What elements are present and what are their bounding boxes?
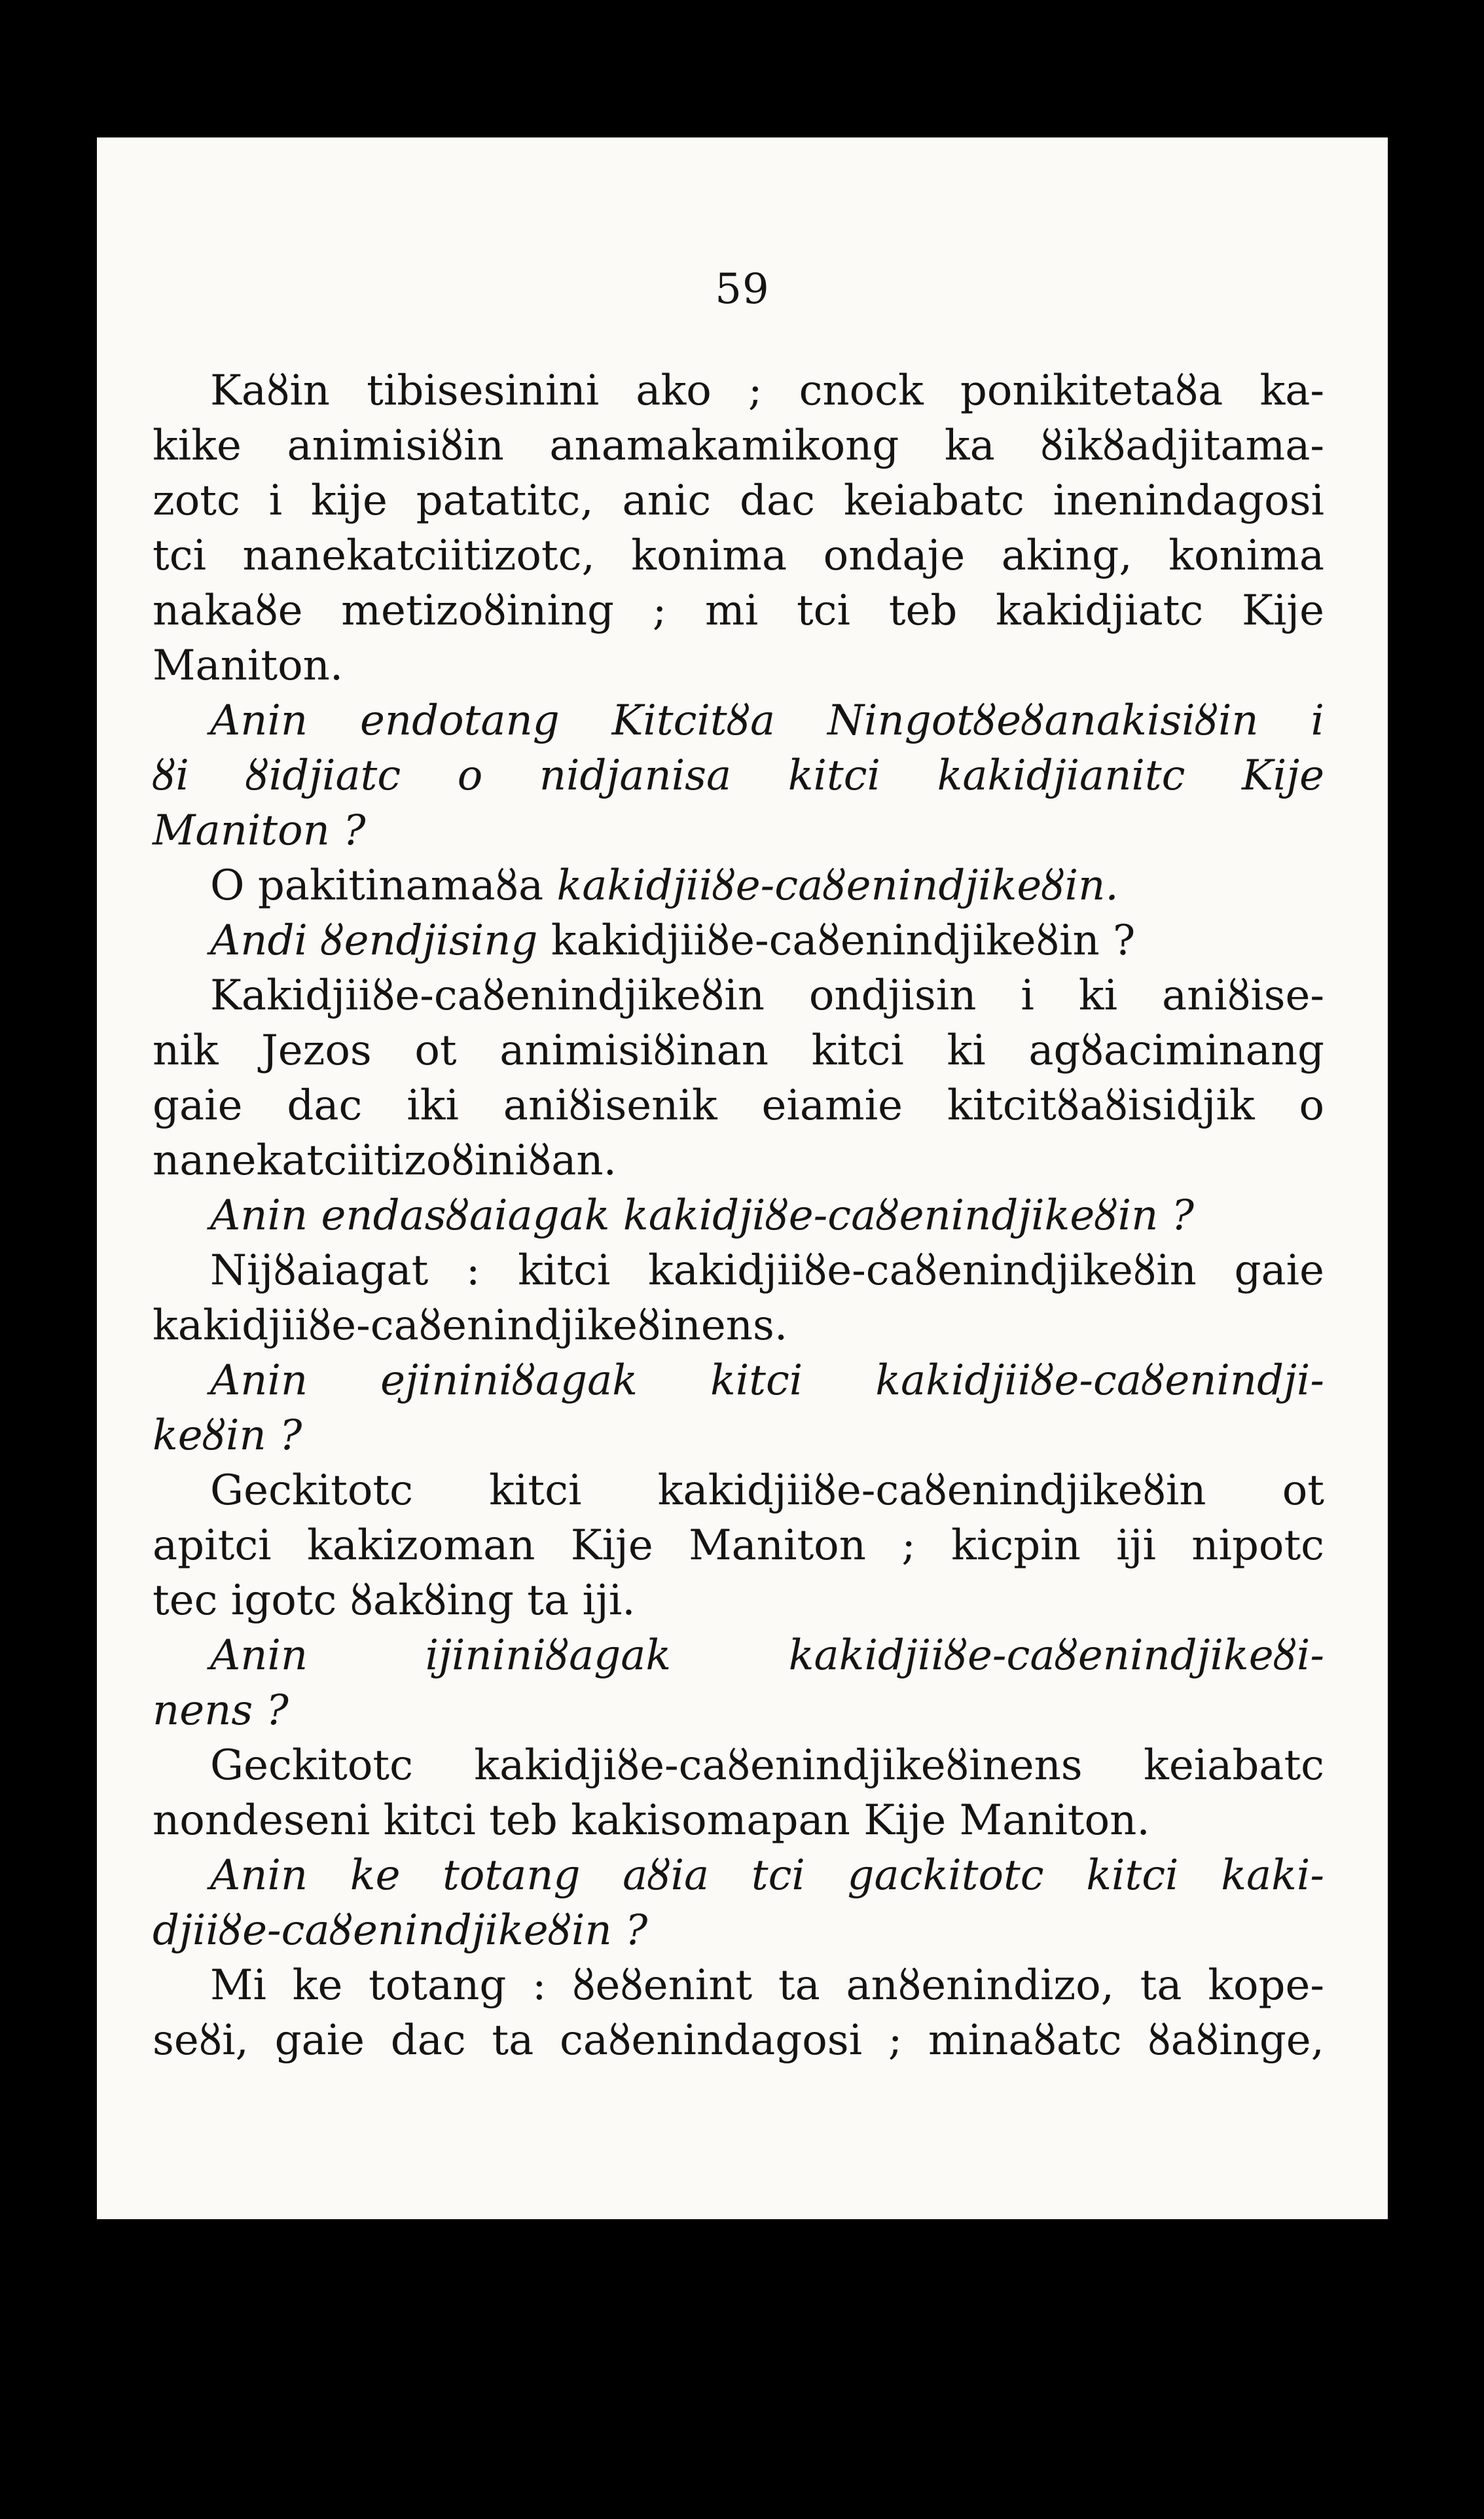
answer-line [153, 858, 1324, 913]
question-line: Anin endotang Kitcitȣa Ningotȣeȣanakisiȣin i [210, 697, 1324, 745]
question-italic-text: Andi ȣendjising [210, 916, 538, 965]
text-line: gaie dac iki aniȣisenik eiamie kitcitȣaȣisidjik o [153, 1081, 1324, 1130]
question-line: Anin ejininiȣagak kitci kakidjiiȣe-caȣenindji- [210, 1356, 1324, 1405]
question-line [153, 913, 1324, 968]
body-text [153, 363, 1324, 2068]
text-line: nanekatciitizoȣiniȣan. [153, 1136, 617, 1185]
question-line: nens ? [153, 1686, 289, 1735]
text-line: Geckitotc kitci kakidjiiȣe-caȣenindjikeȣin ot [210, 1466, 1324, 1515]
answer-italic-text: kakidjiiȣe-caȣenindjikeȣin. [556, 861, 1119, 910]
text-line: nondeseni kitci teb kakisomapan Kije Maniton. [153, 1796, 1150, 1845]
text-line: tci nanekatciitizotc, konima ondaje aking, konima [153, 532, 1324, 580]
text-line: kakidjiiȣe-caȣenindjikeȣinens. [153, 1301, 788, 1350]
page-number: 59 [715, 265, 770, 314]
text-line: nakaȣe metizoȣining ; mi tci teb kakidjiatc Kije [153, 587, 1324, 635]
question-line: Anin ijininiȣagak kakidjiiȣe-caȣenindjikeȣi- [210, 1631, 1324, 1680]
text-line: zotc i kije patatitc, anic dac keiabatc inenindagosi [153, 477, 1324, 525]
text-line: Maniton. [153, 642, 344, 690]
text-line: nik Jezos ot animisiȣinan kitci ki agȣaciminang [153, 1026, 1324, 1075]
text-line: Nijȣaiagat : kitci kakidjiiȣe-caȣenindjikeȣin gaie [210, 1246, 1324, 1295]
text-line: Geckitotc kakidjiȣe-caȣenindjikeȣinens keiabatc [210, 1741, 1324, 1790]
text-line: apitci kakizoman Kije Maniton ; kicpin iji nipotc [153, 1521, 1324, 1570]
question-line: djiiȣe-caȣenindjikeȣin ? [153, 1906, 648, 1955]
answer-text: O pakitinamaȣa [210, 861, 557, 910]
question-line: Maniton ? [153, 806, 366, 855]
question-line: Anin ke totang aȣia tci gackitotc kitci kaki- [210, 1851, 1324, 1900]
question-line: keȣin ? [153, 1411, 302, 1460]
text-line: tec igotc ȣakȣing ta iji. [153, 1576, 636, 1625]
text-line: Kaȣin tibisesinini ako ; cnock ponikitetaȣa ka- [210, 367, 1324, 415]
text-line: Kakidjiiȣe-caȣenindjikeȣin ondjisin i ki aniȣise- [210, 971, 1324, 1020]
question-roman-text: kakidjiiȣe-caȣenindjikeȣin ? [537, 916, 1136, 965]
question-line: Anin endasȣaiagak kakidjiȣe-caȣenindjikeȣin ? [210, 1191, 1194, 1240]
text-line: seȣi, gaie dac ta caȣenindagosi ; minaȣatc ȣaȣinge, [153, 2016, 1324, 2065]
question-line: ȣi ȣidjiatc o nidjanisa kitci kakidjianitc Kije [153, 752, 1324, 800]
book-page [97, 137, 1388, 2219]
text-line: Mi ke totang : ȣeȣenint ta anȣenindizo, ta kope- [210, 1961, 1324, 2010]
text-line: kike animisiȣin anamakamikong ka ȣikȣadjitama- [153, 422, 1324, 470]
